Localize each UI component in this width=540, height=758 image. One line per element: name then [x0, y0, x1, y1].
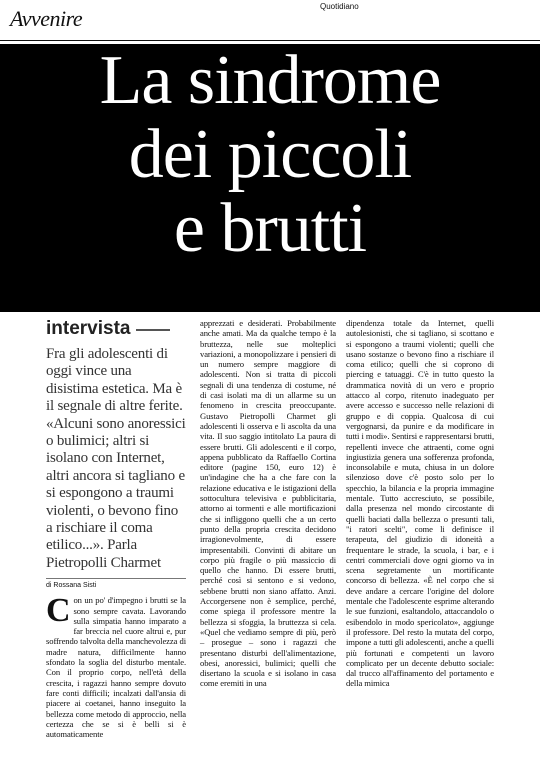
- col1-text: on un po' d'impegno i brutti se la sono sempre cavata. Lavorando sulla simpatia hanno imparato a far breccia nel cuore altrui e, pur soffrendo talvolta della manchevolezza di madre natura, difficilmente hanno sfondato la soglia del disturbo mentale. Con il proprio corpo, nell'età della crescita, i ragazzi hanno sempre dovuto fare conti difficili; incalzati dall'ansia di piacere ai coetanei, hanno inseguito la bellezza come metodo di approccio, nella certezza che se si è belli si è automaticamente: [46, 595, 186, 740]
- headline: [8, 44, 532, 266]
- kicker-rule: [136, 329, 170, 331]
- headline-banner: [0, 44, 540, 312]
- kicker-row: [46, 318, 186, 340]
- drop-cap: C: [46, 592, 71, 630]
- kicker: intervista: [46, 318, 131, 339]
- masthead: [0, 0, 540, 44]
- publication-type-label: Quotidiano: [320, 2, 359, 11]
- article-column-2: [200, 318, 336, 689]
- article-body-col1: [46, 592, 186, 740]
- article-body-col2: apprezzati e desiderati. Probabilmente anche amati. Ma da qualche tempo è la bruttezza, nelle sue molteplici variazioni, a monopolizzare i pensieri di un numero sempre maggiore di adolescenti. Non si tratta di piccoli segnali di una tendenza di costume, né di casi isolati ma di un allarme su un fenomeno in crescita preoccupante. Gustavo Pietropolli Charmet gli adolescenti li osserva e li ascolta da una vita. Il suo saggio intitolato La paura di essere brutti. Gli adolescenti e il corpo, appena pubblicato da Raffaello Cortina editore (pagine 150, euro 12) è un'indagine che ha a che fare con la relazione educativa e le istigazioni della sottocultura televisiva e pubblicitaria, attorno ai tormenti e alle mortificazioni che si infliggono quelli che a un certo punto della propria crescita decidono irragionevolmente, di essere impresentabili. Convinti di abitare un corpo più fragile o più massiccio di quello che hanno. Di essere brutti, perché così si sentono e si vedono, sebbene brutti non siano affatto. Anzi. Accorgersene non è semplice, perché, come spiega il professore mentre la bellezza si sfoggia, la bruttezza si cela. «Quel che vediamo sempre di più, però – prosegue – sono i ragazzi che presentano disturbi dell'alimentazione, obesi, anoressici, bulimici; quelli che disertano la scuola e si isolano in casa come eremiti in una: [200, 318, 336, 689]
- headline-line-2: dei piccoli: [128, 116, 412, 193]
- article-body-col3: dipendenza totale da Internet, quelli autolesionisti, che si tagliano, si scottano e si espongono a traumi violenti; quelli che usano sostanze o bevono fino a rischiare il coma etilico; quelli che si coprono di piercing e tatuaggi. C'è in tutto questo la drammatica novità di un vero e proprio attacco al corpo, ritenuto inadeguato per avere accesso e successo nelle relazioni di gruppo e di coppia. Qualcosa di cui vergognarsi, da punire e da modificare in tutti i modi». Sentirsi e rappresentarsi brutti, repellenti invece che attraenti, come ogni ingiustizia genera una sofferenza profonda, inconsolabile e muta, chiusa in un dolore silenzioso dove c'è posto solo per lo specchio, la bilancia e la propria immagine mentale. Tutto accresciuto, se possibile, dalla presenza nel mondo circostante di quelli baciati dalla bellezza o presunti tali, "i ratori scelti", come li definisce il terapeuta, del giudizio di idoneità a frequentare le strade, la scuola, i bar, e i centri commerciali dove ogni giorno va in scena segretamente un mortificante concorso di bellezza. «È nel corpo che si deve andare a cercare l'origine del dolore mentale che l'adolescente esprime alterando le sue funzioni, esaltandolo, attaccandolo o esibendolo in modo spericolato», aggiunge il professore. Del resto la mutata del corpo, impone a tutti gli adolescenti, anche a quelli più fortunati e competenti un lavoro complicato per un decente debutto sociale: dal trucco all'affinamento del portamento e della mimica: [346, 318, 494, 689]
- byline: di Rossana Sisti: [46, 578, 186, 589]
- lead-paragraph: Fra gli adolescenti di oggi vince una disistima estetica. Ma è il segnale di altre ferite. «Alcuni sono anoressici o bulimici; altri si isolano con Internet, altri ancora si tagliano e si espongono a traumi violenti, o bevono fino a rischiare il coma etilico...». Parla Pietropolli Charmet: [46, 346, 186, 571]
- article-column-3: [346, 318, 494, 689]
- headline-line-3: e brutti: [173, 190, 367, 267]
- article-column-1: [46, 318, 186, 739]
- headline-line-1: La sindrome: [99, 44, 441, 119]
- masthead-rule: [0, 40, 540, 41]
- newspaper-logo: Avvenire: [10, 6, 83, 31]
